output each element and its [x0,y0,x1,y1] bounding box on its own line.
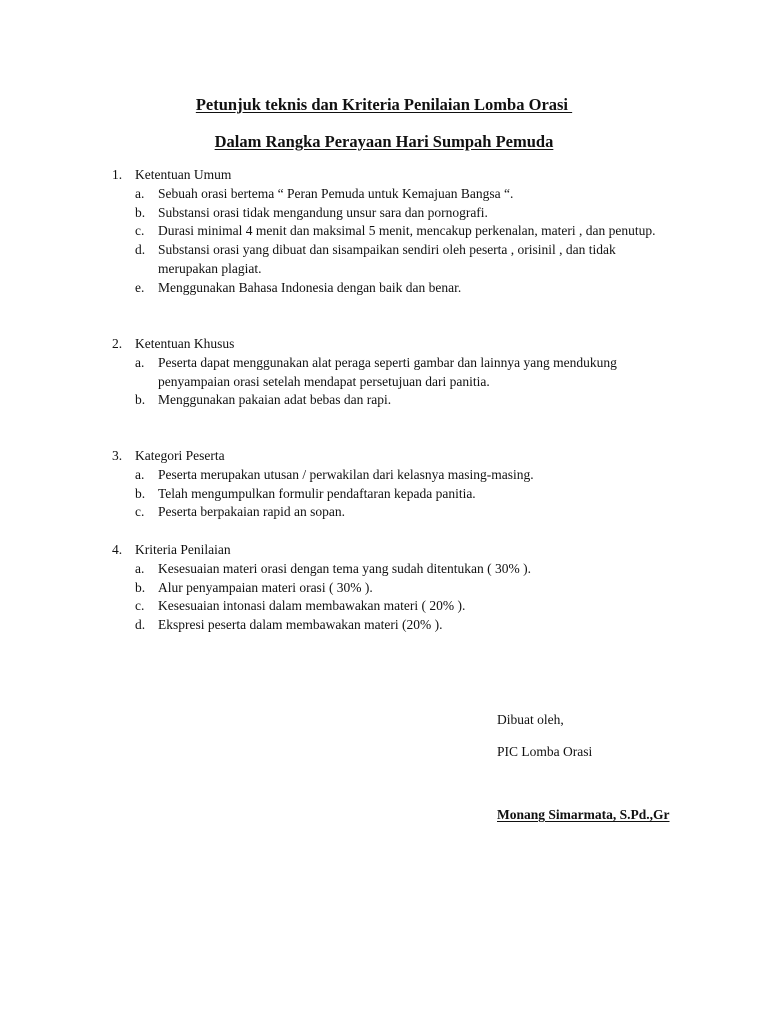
section-number: 3. [112,448,123,463]
list-item [135,616,672,635]
item-letter: a. [135,354,145,370]
list-item [135,279,672,298]
item-letter: b. [135,485,146,501]
document-title: Petunjuk teknis dan Kriteria Penilaian Lomba Orasi [195,95,573,114]
item-letter: a. [135,466,145,482]
section-items [112,466,672,522]
list-item [135,503,672,522]
item-letter: c. [135,504,145,520]
item-letter: b. [135,204,146,220]
list-item [135,354,672,392]
item-letter: a. [135,560,145,576]
section-title: Kategori Peserta [135,448,225,463]
item-letter: e. [135,279,145,295]
list-item [135,560,672,579]
section-title: Kriteria Penilaian [135,542,231,557]
section-items [112,185,672,298]
item-text: Ekspresi peserta dalam membawakan materi (20% ). [158,617,443,633]
list-item [135,466,672,485]
list-item [135,185,672,204]
item-text: Sebuah orasi bertema “ Peran Pemuda untuk Kemajuan Bangsa “. [158,185,514,201]
list-item [135,204,672,223]
item-text: Menggunakan pakaian adat bebas dan rapi. [158,392,392,408]
section-title: Ketentuan Umum [135,167,232,182]
item-text: Durasi minimal 4 menit dan maksimal 5 menit, mencakup perkenalan, materi , dan penutup. [158,223,656,239]
item-text: Kesesuaian materi orasi dengan tema yang sudah ditentukan ( 30% ). [158,560,532,576]
item-letter: b. [135,579,146,595]
list-item [135,222,672,241]
item-letter: d. [135,242,146,258]
item-letter: c. [135,223,145,239]
section-kriteria-penilaian [112,541,672,635]
section-items [112,560,672,635]
list-item [135,579,672,598]
item-letter: a. [135,185,145,201]
section-ketentuan-khusus [112,335,672,410]
item-text: Alur penyampaian materi orasi ( 30% ). [158,579,373,595]
item-letter: d. [135,617,146,633]
section-heading [112,541,672,560]
item-text: Telah mengumpulkan formulir pendaftaran kepada panitia. [158,485,476,501]
section-ketentuan-umum [112,166,672,298]
signature-made-by: Dibuat oleh, [497,712,564,727]
section-title: Ketentuan Khusus [135,336,235,351]
item-text: Peserta dapat menggunakan alat peraga seperti gambar dan lainnya yang mendukung penyampaian orasi setelah mendapat persetujuan dari panitia. [158,354,617,389]
document-subtitle: Dalam Rangka Perayaan Hari Sumpah Pemuda [214,132,554,151]
section-items [112,354,672,410]
item-text: Peserta berpakaian rapid an sopan. [158,504,346,520]
signature-role: PIC Lomba Orasi [497,744,593,759]
item-text: Menggunakan Bahasa Indonesia dengan baik dan benar. [158,279,462,295]
section-number: 2. [112,336,123,351]
list-item [135,241,672,279]
item-text: Peserta merupakan utusan / perwakilan dari kelasnya masing-masing. [158,466,534,482]
list-item [135,391,672,410]
section-kategori-peserta [112,447,672,522]
signature-name: Monang Simarmata, S.Pd.,Gr [497,807,670,822]
section-heading [112,447,672,466]
section-number: 1. [112,167,123,182]
item-letter: c. [135,598,145,614]
section-heading [112,166,672,185]
item-text: Substansi orasi yang dibuat dan sisampaikan sendiri oleh peserta , orisinil , dan tidak merupakan plagiat. [158,242,616,276]
list-item [135,485,672,504]
item-text: Substansi orasi tidak mengandung unsur sara dan pornografi. [158,204,488,220]
list-item [135,597,672,616]
item-letter: b. [135,392,146,408]
section-heading [112,335,672,354]
section-number: 4. [112,542,123,557]
item-text: Kesesuaian intonasi dalam membawakan materi ( 20% ). [158,598,466,614]
